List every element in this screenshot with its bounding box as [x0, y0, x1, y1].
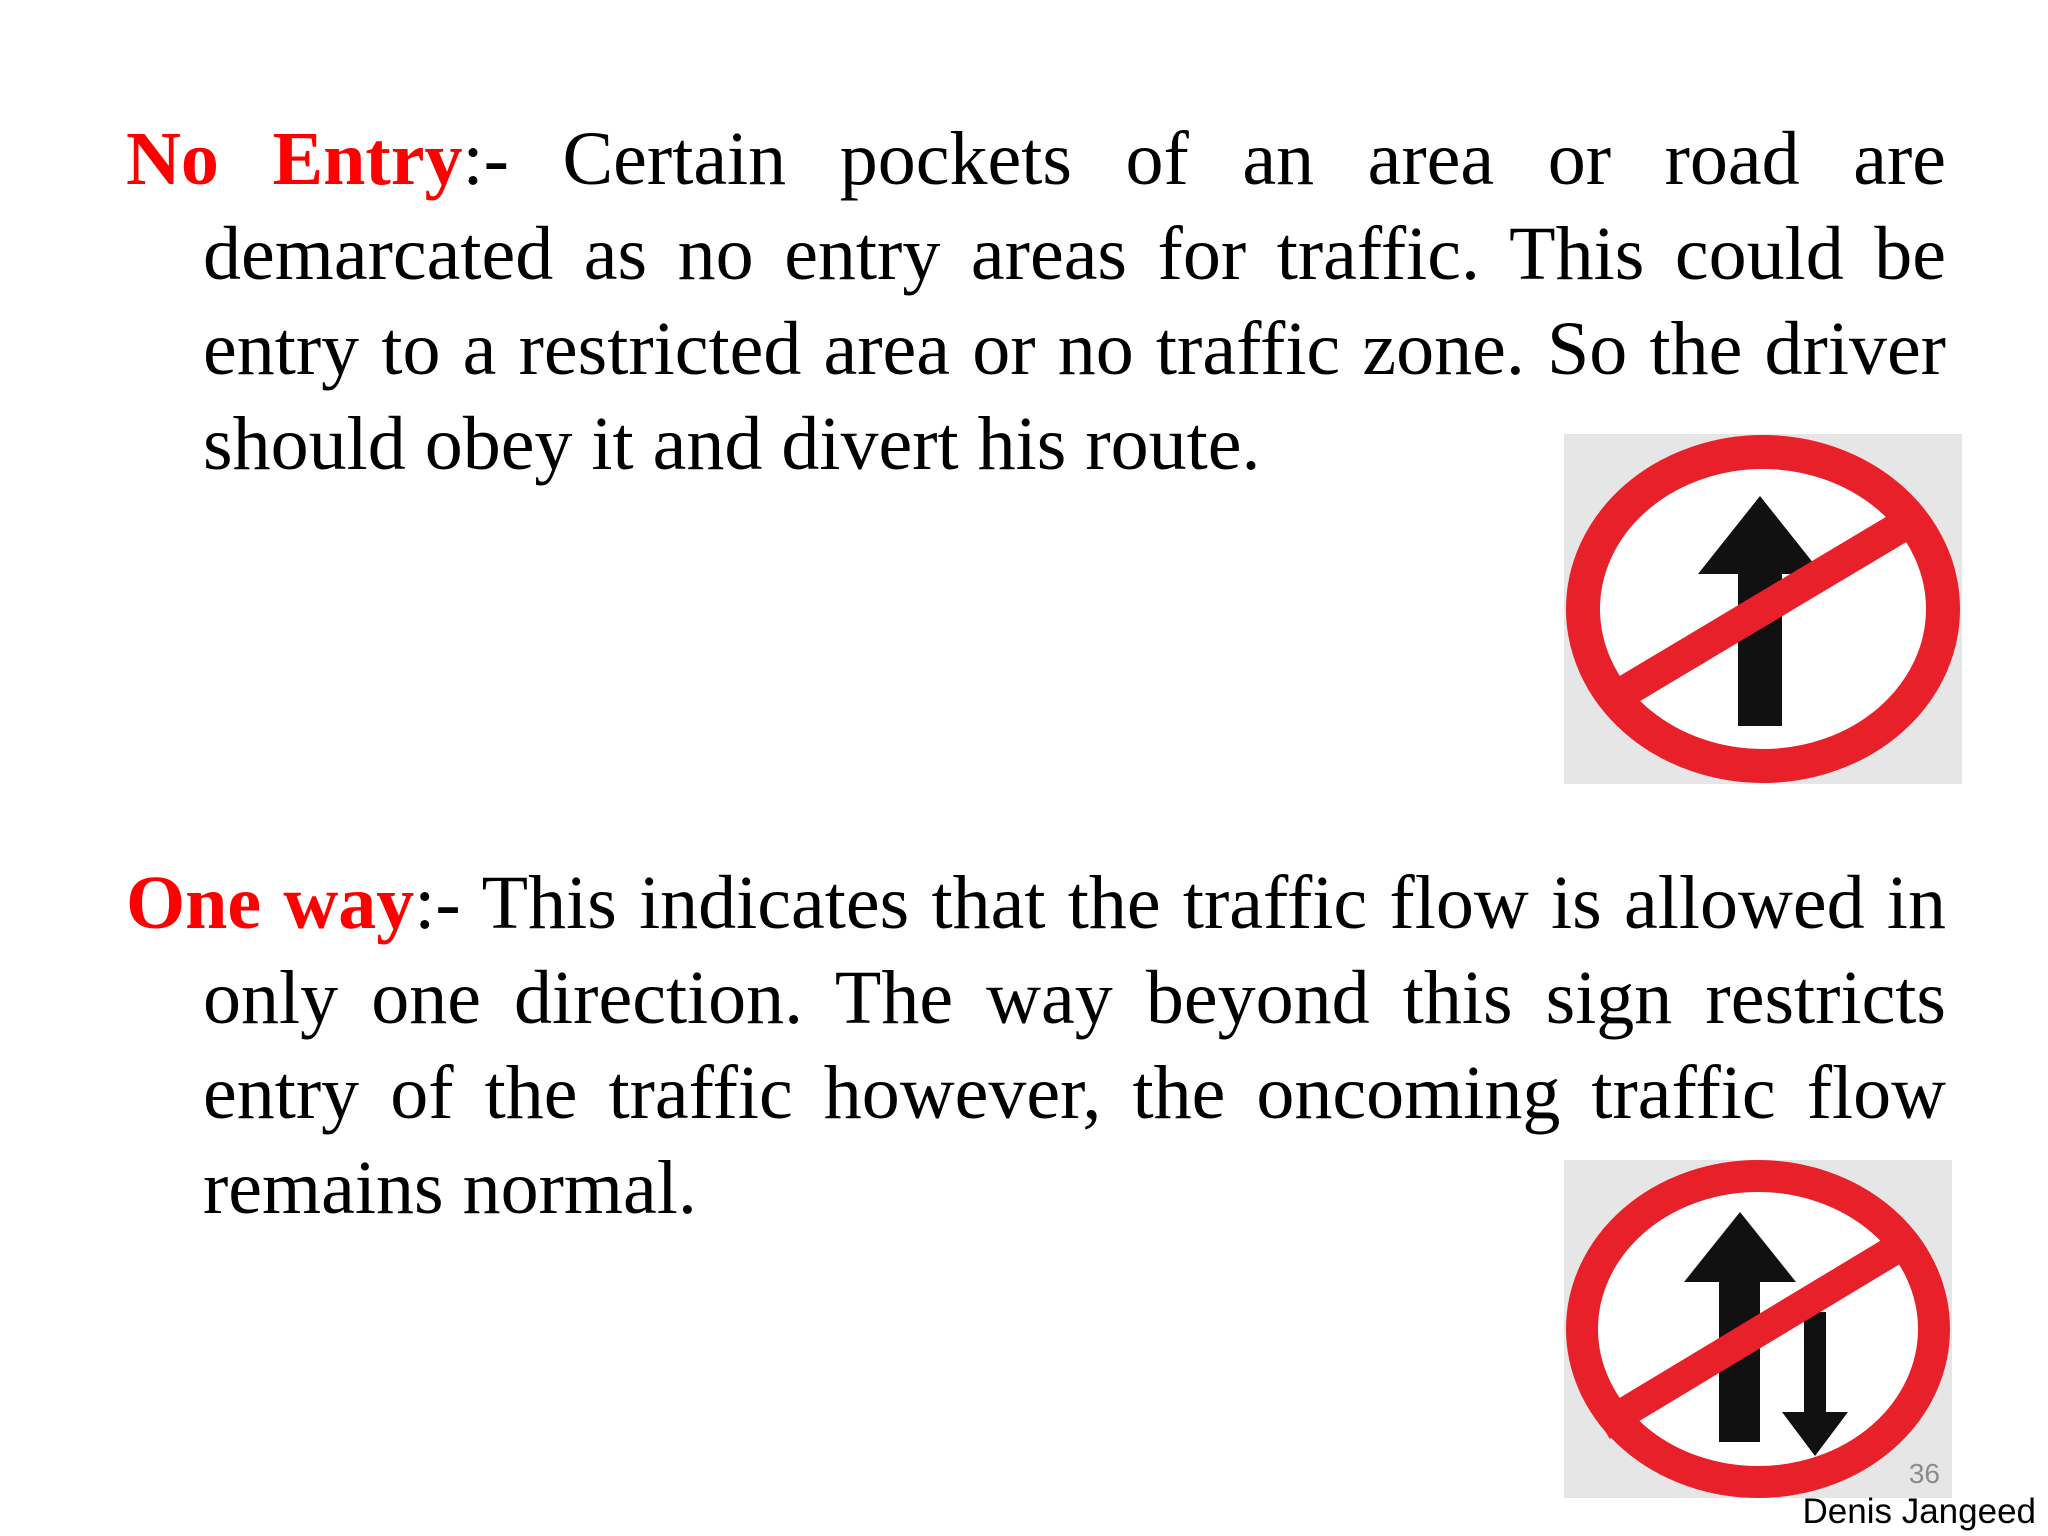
no-entry-separator: :- — [462, 117, 563, 201]
author-credit: Denis Jangeed — [1802, 1492, 2036, 1531]
one-way-sign-icon — [1564, 1160, 1952, 1498]
no-entry-term: No Entry — [126, 117, 463, 201]
no-entry-description: Certain pockets of an area or road are demarcated as no entry areas for traffic. This could be entry to a restricted area or no traffic zone. So the driver should obey it and divert his route. — [203, 117, 1946, 486]
one-way-description: This indicates that the traffic flow is allowed in only one direction. The way beyond this sign restricts entry of the traffic however, the oncoming traffic flow remains normal. — [203, 861, 1946, 1230]
no-entry-sign-icon — [1564, 434, 1962, 784]
slide-number: 36 — [1908, 1458, 1940, 1489]
one-way-term: One way — [126, 861, 415, 945]
one-way-separator: :- — [414, 861, 482, 945]
